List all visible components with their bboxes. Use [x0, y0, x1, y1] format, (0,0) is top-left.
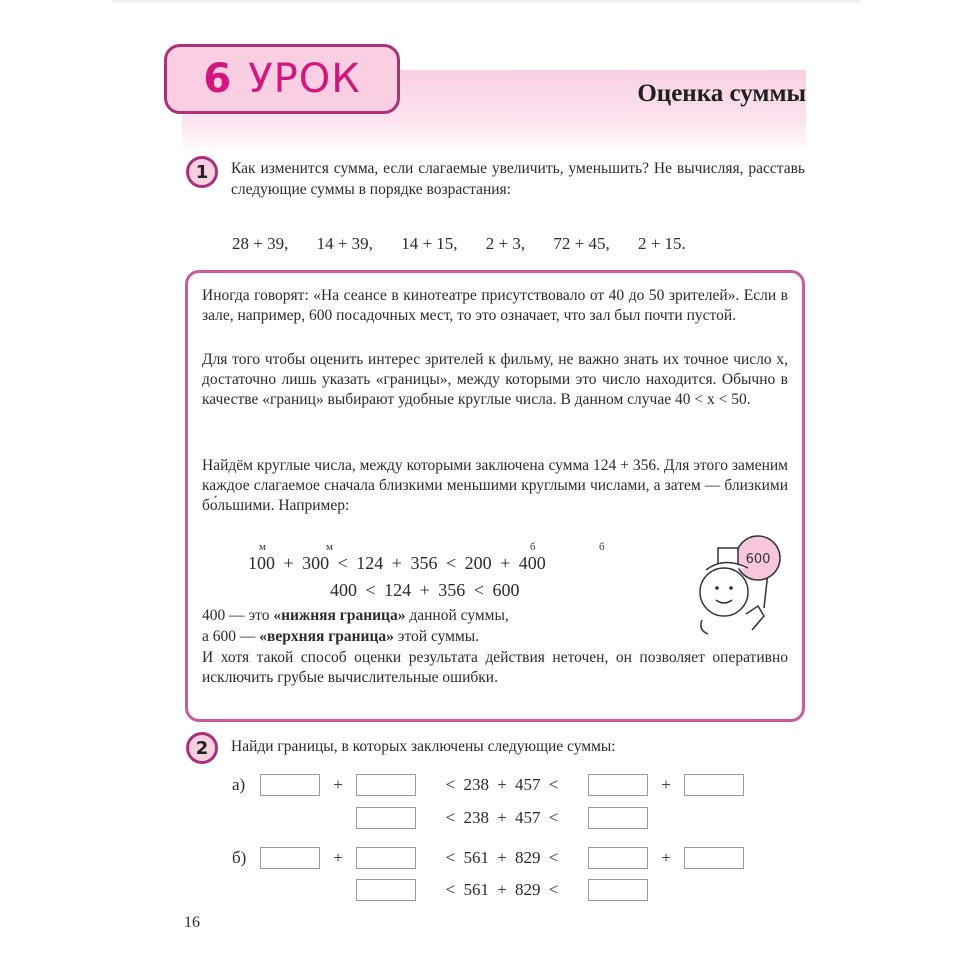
- answer-box-a-upper-2[interactable]: [684, 774, 744, 796]
- inequality-1: 100 + 300 < 124 + 356 < 200 + 400: [248, 553, 546, 573]
- answer-box-b-upper-total[interactable]: [588, 879, 648, 901]
- sum-expression: < 561 + 829 <: [445, 848, 559, 867]
- inequality-2: 400 < 124 + 356 < 600: [330, 580, 520, 600]
- lesson-number: 6: [203, 56, 233, 102]
- sum-expression: < 238 + 457 <: [445, 775, 559, 794]
- sum-item: 14 + 15,: [401, 234, 458, 253]
- theory-paragraph-1: Иногда говорят: «На сеансе в кинотеатре присутствовало от 40 до 50 зрителей». Если в зале, например, 600 посадочных мест, то это означает, что зал был почти пустой.: [202, 287, 788, 324]
- task2-text: Найди границы, в которых заключены следующие суммы:: [231, 738, 616, 755]
- lesson-word: УРОК: [248, 56, 361, 102]
- upper-bound-term: «верхняя граница»: [259, 628, 394, 645]
- svg-text:600: 600: [745, 552, 771, 567]
- answer-box-a-upper-total[interactable]: [588, 807, 648, 829]
- sum-item: 2 + 3,: [485, 234, 526, 253]
- task1-sums: [232, 234, 686, 254]
- answer-box-a-lower-2[interactable]: [356, 774, 416, 796]
- mark-smaller: м: [326, 541, 333, 553]
- item-label: а): [232, 775, 246, 794]
- answer-box-b-upper-1[interactable]: [588, 847, 648, 869]
- answer-box-b-upper-2[interactable]: [684, 847, 744, 869]
- sum-expression: < 238 + 457 <: [445, 808, 559, 827]
- sum-item: 72 + 45,: [553, 234, 610, 253]
- sum-expression: < 561 + 829 <: [445, 880, 559, 899]
- mark-bigger: б: [530, 541, 536, 553]
- theory-paragraph-2: Для того чтобы оценить интерес зрителей к фильму, не важно знать их точное число x, достаточно лишь указать «границы», между которыми это число находится. Обычно в качестве «границ» выбирают удобные круглые числа. В данном случае 40 < x < 50.: [202, 351, 788, 408]
- mark-smaller: м: [259, 541, 266, 553]
- answer-box-a-lower-1[interactable]: [260, 774, 320, 796]
- mark-bigger: б: [599, 541, 605, 553]
- answer-box-b-lower-1[interactable]: [260, 847, 320, 869]
- answer-box-a-upper-1[interactable]: [588, 774, 648, 796]
- page-title: Оценка суммы: [637, 80, 806, 107]
- task-number-2: 2: [186, 732, 218, 764]
- task2-b-row1: б) + < 561 + 829 < +: [232, 845, 744, 871]
- page-top-edge: [112, 0, 860, 3]
- page-number: 16: [184, 914, 200, 931]
- task1-text: Как изменится сумма, если слагаемые увеличить, уменьшить? Не вычисляя, расставь следующие суммы в порядке возрастания:: [231, 160, 805, 198]
- boy-with-balloon-illustration: [684, 534, 788, 638]
- item-label: б): [232, 848, 247, 867]
- lesson-badge: [164, 44, 400, 114]
- answer-box-b-lower-2[interactable]: [356, 847, 416, 869]
- task2-a-row1: а) + < 238 + 457 < +: [232, 772, 744, 798]
- lower-bound-term: «нижняя граница»: [273, 607, 406, 624]
- task2-b-row2: [356, 877, 648, 903]
- theory-paragraph-conclusion: И хотя такой способ оценки результата действия неточен, он позволяет оперативно исключить грубые вычислительные ошибки.: [202, 649, 788, 686]
- task2-a-row2: [356, 805, 648, 831]
- sum-item: 28 + 39,: [232, 234, 289, 253]
- sum-item: 2 + 15.: [637, 234, 686, 253]
- sum-item: 14 + 39,: [316, 234, 373, 253]
- lower-bound-line: 400 — это «нижняя граница» данной суммы,: [202, 607, 509, 624]
- task-number-1: 1: [186, 156, 218, 188]
- answer-box-a-lower-total[interactable]: [356, 807, 416, 829]
- theory-paragraph-3: Найдём круглые числа, между которыми заключена сумма 124 + 356. Для этого заменим каждое слагаемое сначала близкими меньшими круглыми числами, а затем — близкими бо́льшими. Например:: [202, 457, 788, 514]
- upper-bound-line: а 600 — «верхняя граница» этой суммы.: [202, 628, 480, 645]
- answer-box-b-lower-total[interactable]: [356, 879, 416, 901]
